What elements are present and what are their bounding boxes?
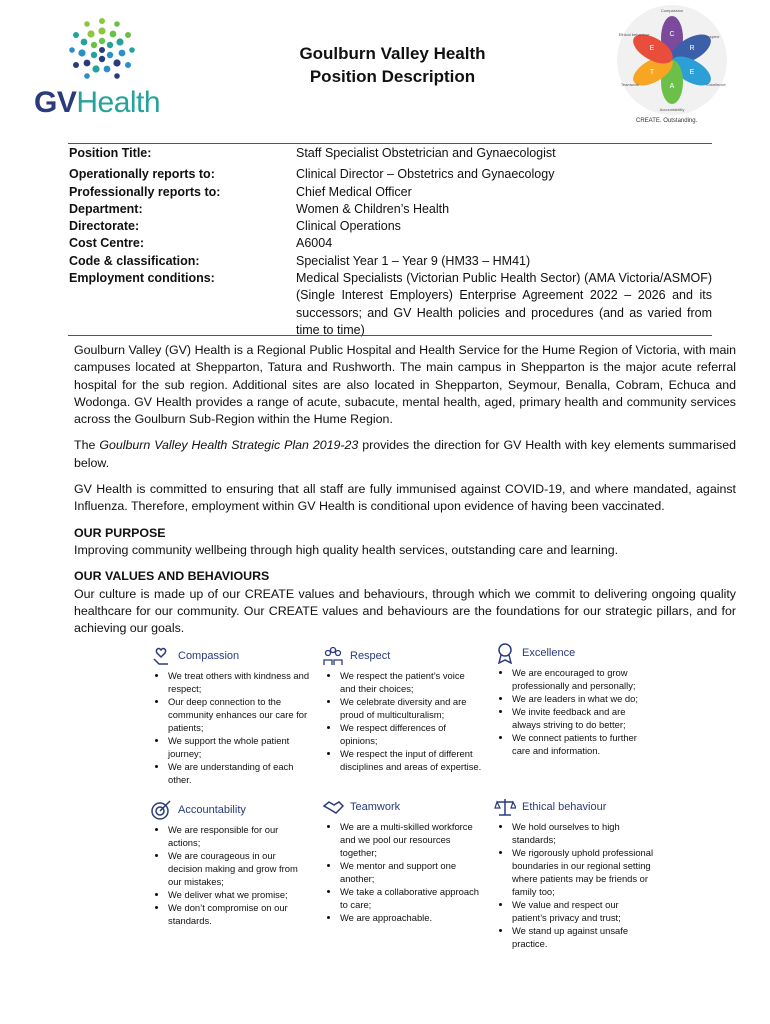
table-row — [69, 253, 712, 270]
title-line1: Goulburn Valley Health — [299, 44, 486, 63]
value-behaviour-list — [494, 666, 654, 757]
field-value: Chief Medical Officer — [296, 184, 412, 199]
wheel-letter: T — [649, 69, 655, 76]
wheel-word: Accountability — [659, 107, 685, 112]
list-item: • We connect patients to further care and information. — [512, 731, 654, 757]
wheel-letter: C — [669, 31, 675, 38]
value-card — [150, 645, 310, 786]
wheel-letter: R — [689, 45, 695, 52]
value-behaviour-list — [494, 820, 654, 950]
list-item: • We value and respect our patient’s privacy and trust; — [512, 898, 654, 924]
value-title: Excellence — [522, 646, 576, 659]
list-item: • We respect differences of opinions; — [340, 721, 482, 747]
value-title: Compassion — [178, 649, 240, 662]
gv-health-logo-icon — [34, 16, 174, 86]
field-value: Medical Specialists (Victorian Public Health Sector) (AMA Victoria/ASMOF) (Single Interest Employers) Enterprise Agreement 2022 – 2026 and its successors; and GV Health policies and procedures (and as varied from time to time) — [296, 271, 712, 337]
strategic-plan-paragraph — [74, 437, 736, 472]
table-row — [69, 235, 712, 252]
people-icon — [322, 645, 344, 667]
plan-text-post: provides the direction for GV Health with key elements summarised below. — [74, 438, 736, 470]
heart-hand-icon — [150, 645, 172, 667]
wheel-word: Teamwork — [620, 82, 640, 87]
position-details-table — [69, 145, 712, 339]
purpose-text: Improving community wellbeing through high quality health services, outstanding care and learning. — [74, 542, 619, 557]
logo-wordmark — [34, 86, 160, 120]
list-item: • We mentor and support one another; — [340, 859, 482, 885]
handshake-icon — [322, 796, 344, 818]
field-label: Professionally reports to: — [69, 184, 221, 199]
value-card — [150, 799, 310, 927]
list-item: • We take a collaborative approach to care; — [340, 885, 482, 911]
list-item: • We celebrate diversity and are proud of multiculturalism; — [340, 695, 482, 721]
value-behaviour-list — [322, 669, 482, 773]
value-card-header — [322, 796, 482, 818]
field-label: Code & classification: — [69, 253, 200, 268]
field-value: Women & Children’s Health — [296, 201, 450, 216]
value-title: Ethical behaviour — [522, 800, 607, 813]
list-item: • We respect the patient’s voice and their choices; — [340, 669, 482, 695]
list-item: • Our deep connection to the community enhances our care for patients; — [168, 695, 310, 734]
list-item: • We are understanding of each other. — [168, 760, 310, 786]
wheel-word: Ethical behaviour — [618, 32, 650, 37]
target-icon — [150, 799, 172, 821]
table-row — [69, 184, 712, 201]
value-card-header — [494, 642, 654, 664]
create-values-wheel-icon — [614, 2, 730, 118]
value-title: Teamwork — [350, 800, 401, 813]
list-item: • We rigorously uphold professional boundaries in our regional setting where patients may be friends or family too; — [512, 846, 654, 898]
table-bottom-rule — [68, 335, 712, 336]
list-item: • We stand up against unsafe practice. — [512, 924, 654, 950]
field-label: Directorate: — [69, 219, 140, 234]
wheel-tagline: CREATE. Outstanding. — [636, 118, 698, 124]
value-title: Accountability — [178, 803, 246, 816]
covid-paragraph: GV Health is committed to ensuring that all staff are fully immunised against COVID-19, and where mandated, against Influenza. Therefore, employment within GV Health is conditional upon evidence of having been vaccinated. — [74, 482, 736, 514]
body-text — [74, 342, 736, 646]
list-item: • We are approachable. — [340, 911, 482, 924]
value-card — [494, 796, 654, 950]
field-label: Cost Centre: — [69, 236, 145, 251]
list-item: • We treat others with kindness and respect; — [168, 669, 310, 695]
wheel-word: Excellence — [706, 82, 726, 87]
plan-text-pre: The — [74, 438, 100, 453]
values-text: Our culture is made up of our CREATE values and behaviours, through which we commit to delivering ongoing quality healthcare for our community. Our CREATE values and behaviours are the foundations for our strategic pillars, and for achieving our goals. — [74, 586, 736, 636]
table-row — [69, 166, 712, 183]
table-row — [69, 201, 712, 218]
award-icon — [494, 642, 516, 664]
table-row — [69, 218, 712, 235]
value-card-header — [322, 645, 482, 667]
plan-title: Goulburn Valley Health Strategic Plan 2019-23 — [99, 438, 359, 453]
list-item: • We are courageous in our decision making and grow from our mistakes; — [168, 849, 310, 888]
logo-health-text: Health — [76, 86, 161, 119]
field-value: Specialist Year 1 – Year 9 (HM33 – HM41) — [296, 253, 531, 268]
document-title — [250, 42, 535, 88]
wheel-word: Respect — [704, 34, 720, 39]
list-item: • We hold ourselves to high standards; — [512, 820, 654, 846]
field-value: Staff Specialist Obstetrician and Gynaecologist — [296, 146, 556, 160]
field-value: A6004 — [296, 236, 333, 251]
list-item: • We are responsible for our actions; — [168, 823, 310, 849]
field-value: Clinical Director – Obstetrics and Gynaecology — [296, 167, 555, 182]
list-item: • We invite feedback and are always striving to do better; — [512, 705, 654, 731]
purpose-heading: OUR PURPOSE — [74, 525, 166, 540]
table-row — [69, 270, 712, 339]
list-item: • We support the whole patient journey; — [168, 734, 310, 760]
value-card — [322, 645, 482, 773]
field-value: Clinical Operations — [296, 219, 401, 234]
value-behaviour-list — [150, 823, 310, 927]
values-heading: OUR VALUES AND BEHAVIOURS — [74, 569, 270, 584]
value-card — [494, 642, 654, 757]
wheel-word: Compassion — [660, 8, 684, 13]
list-item: • We respect the input of different disciplines and areas of expertise. — [340, 747, 482, 773]
value-title: Respect — [350, 649, 391, 662]
wheel-letter: E — [689, 69, 695, 76]
value-card — [322, 796, 482, 924]
field-label: Employment conditions: — [69, 271, 215, 286]
value-behaviour-list — [150, 669, 310, 786]
scales-icon — [494, 796, 516, 818]
value-card-header — [494, 796, 654, 818]
field-label: Operationally reports to: — [69, 167, 215, 182]
table-row — [69, 145, 712, 162]
wheel-letter: E — [649, 45, 655, 52]
list-item: • We are leaders in what we do; — [512, 692, 654, 705]
title-line2: Position Description — [309, 67, 476, 86]
value-card-header — [150, 799, 310, 821]
value-card-header — [150, 645, 310, 667]
list-item: • We don’t compromise on our standards. — [168, 901, 310, 927]
list-item: • We are a multi-skilled workforce and we pool our resources together; — [340, 820, 482, 859]
list-item: • We are encouraged to grow professionally and personally; — [512, 666, 654, 692]
list-item: • We deliver what we promise; — [168, 888, 310, 901]
field-label: Department: — [69, 201, 143, 216]
logo-gv-text: GV — [34, 86, 77, 119]
wheel-letter: A — [669, 83, 675, 90]
table-top-rule — [68, 143, 712, 144]
field-label: Position Title: — [69, 146, 152, 160]
intro-paragraph: Goulburn Valley (GV) Health is a Regional Public Hospital and Health Service for the Hume Region of Victoria, with main campuses located at Shepparton, Tatura and Rushworth. The main campus in Shepparton is the major acute referral hospital for the sub region. Additional sites are also located in Shepparton, Seymour, Benalla, Cobram, Echuca and Wodonga. GV Health provides a range of acute, subacute, mental health, aged, primary health and community services across the Goulburn Sub-Region within the Hume Region. — [74, 343, 736, 427]
value-behaviour-list — [322, 820, 482, 924]
